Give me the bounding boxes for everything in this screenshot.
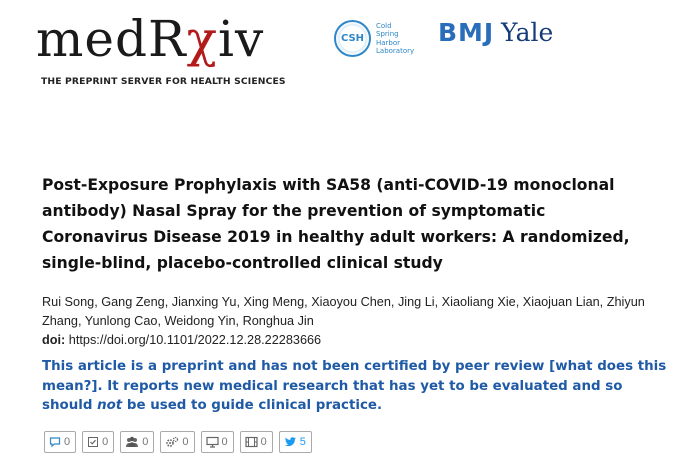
film-icon	[245, 436, 258, 448]
twitter-icon	[284, 436, 297, 448]
article-title: Post-Exposure Prophylaxis with SA58 (anti-COVID-19 monoclonal antibody) Nasal Spray for the prevention of symptomatic Coronavirus Disease 2019 in healthy adult workers: A randomized, single-blind, placebo-controlled clinical study	[42, 176, 630, 272]
metrics-badges	[44, 431, 312, 453]
badge-count: 0	[64, 436, 71, 448]
doi-link[interactable]: https://doi.org/10.1101/2022.12.28.22283666	[68, 333, 322, 347]
gears-icon	[165, 436, 179, 448]
csh-monogram: CSH	[340, 33, 365, 44]
site-header	[0, 0, 700, 100]
badge-count: 0	[221, 436, 228, 448]
csh-line: Laboratory	[376, 46, 415, 55]
csh-line: Cold	[376, 21, 392, 30]
author-list[interactable]: Rui Song, Gang Zeng, Jianxing Yu, Xing Meng, Xiaoyou Chen, Jing Li, Xiaoliang Xie, Xiaojuan Lian, Zhiyun Zhang, Yunlong Cao, Weidong Yin, Ronghua Jin	[42, 295, 645, 328]
logo-chi: χ	[186, 10, 218, 68]
medrxiv-logo[interactable]	[36, 6, 264, 72]
csh-line: Spring	[376, 30, 399, 39]
csh-line: Harbor	[376, 38, 401, 47]
logo-prefix: medR	[36, 10, 187, 68]
badge-count: 5	[299, 436, 306, 448]
community-badge[interactable]	[120, 431, 154, 453]
bmj-partner-logo[interactable]: BMJ	[438, 18, 495, 47]
logo-suffix: iv	[217, 10, 265, 68]
comment-icon	[49, 436, 61, 448]
csh-wordmark	[376, 22, 414, 56]
review-badge[interactable]	[82, 431, 114, 453]
badge-count: 0	[182, 436, 189, 448]
notice-text-2: be used to guide clinical practice.	[122, 398, 383, 413]
badge-count: 0	[142, 436, 149, 448]
doi-line	[42, 333, 321, 347]
twitter-badge[interactable]	[279, 431, 312, 453]
doi-label: doi:	[42, 333, 66, 347]
notice-emphasis: not	[97, 398, 123, 413]
comments-badge[interactable]	[44, 431, 76, 453]
notice-text-1: This article is a preprint and has not been certified by peer review [what does this mean?]. It reports new medical research that has yet to be evaluated and so should	[42, 359, 667, 413]
checklist-icon	[87, 436, 99, 448]
media-badge[interactable]	[201, 431, 234, 453]
badge-count: 0	[260, 436, 267, 448]
users-icon	[125, 436, 139, 448]
csh-partner-logo[interactable]	[334, 20, 414, 57]
monitor-icon	[206, 436, 219, 448]
badge-count: 0	[102, 436, 109, 448]
preprint-notice	[42, 357, 672, 416]
site-tagline: THE PREPRINT SERVER FOR HEALTH SCIENCES	[41, 76, 286, 87]
csh-seal-icon	[334, 20, 371, 57]
video-badge[interactable]	[240, 431, 273, 453]
reproducibility-badge[interactable]	[160, 431, 194, 453]
yale-partner-logo[interactable]: Yale	[501, 18, 554, 47]
